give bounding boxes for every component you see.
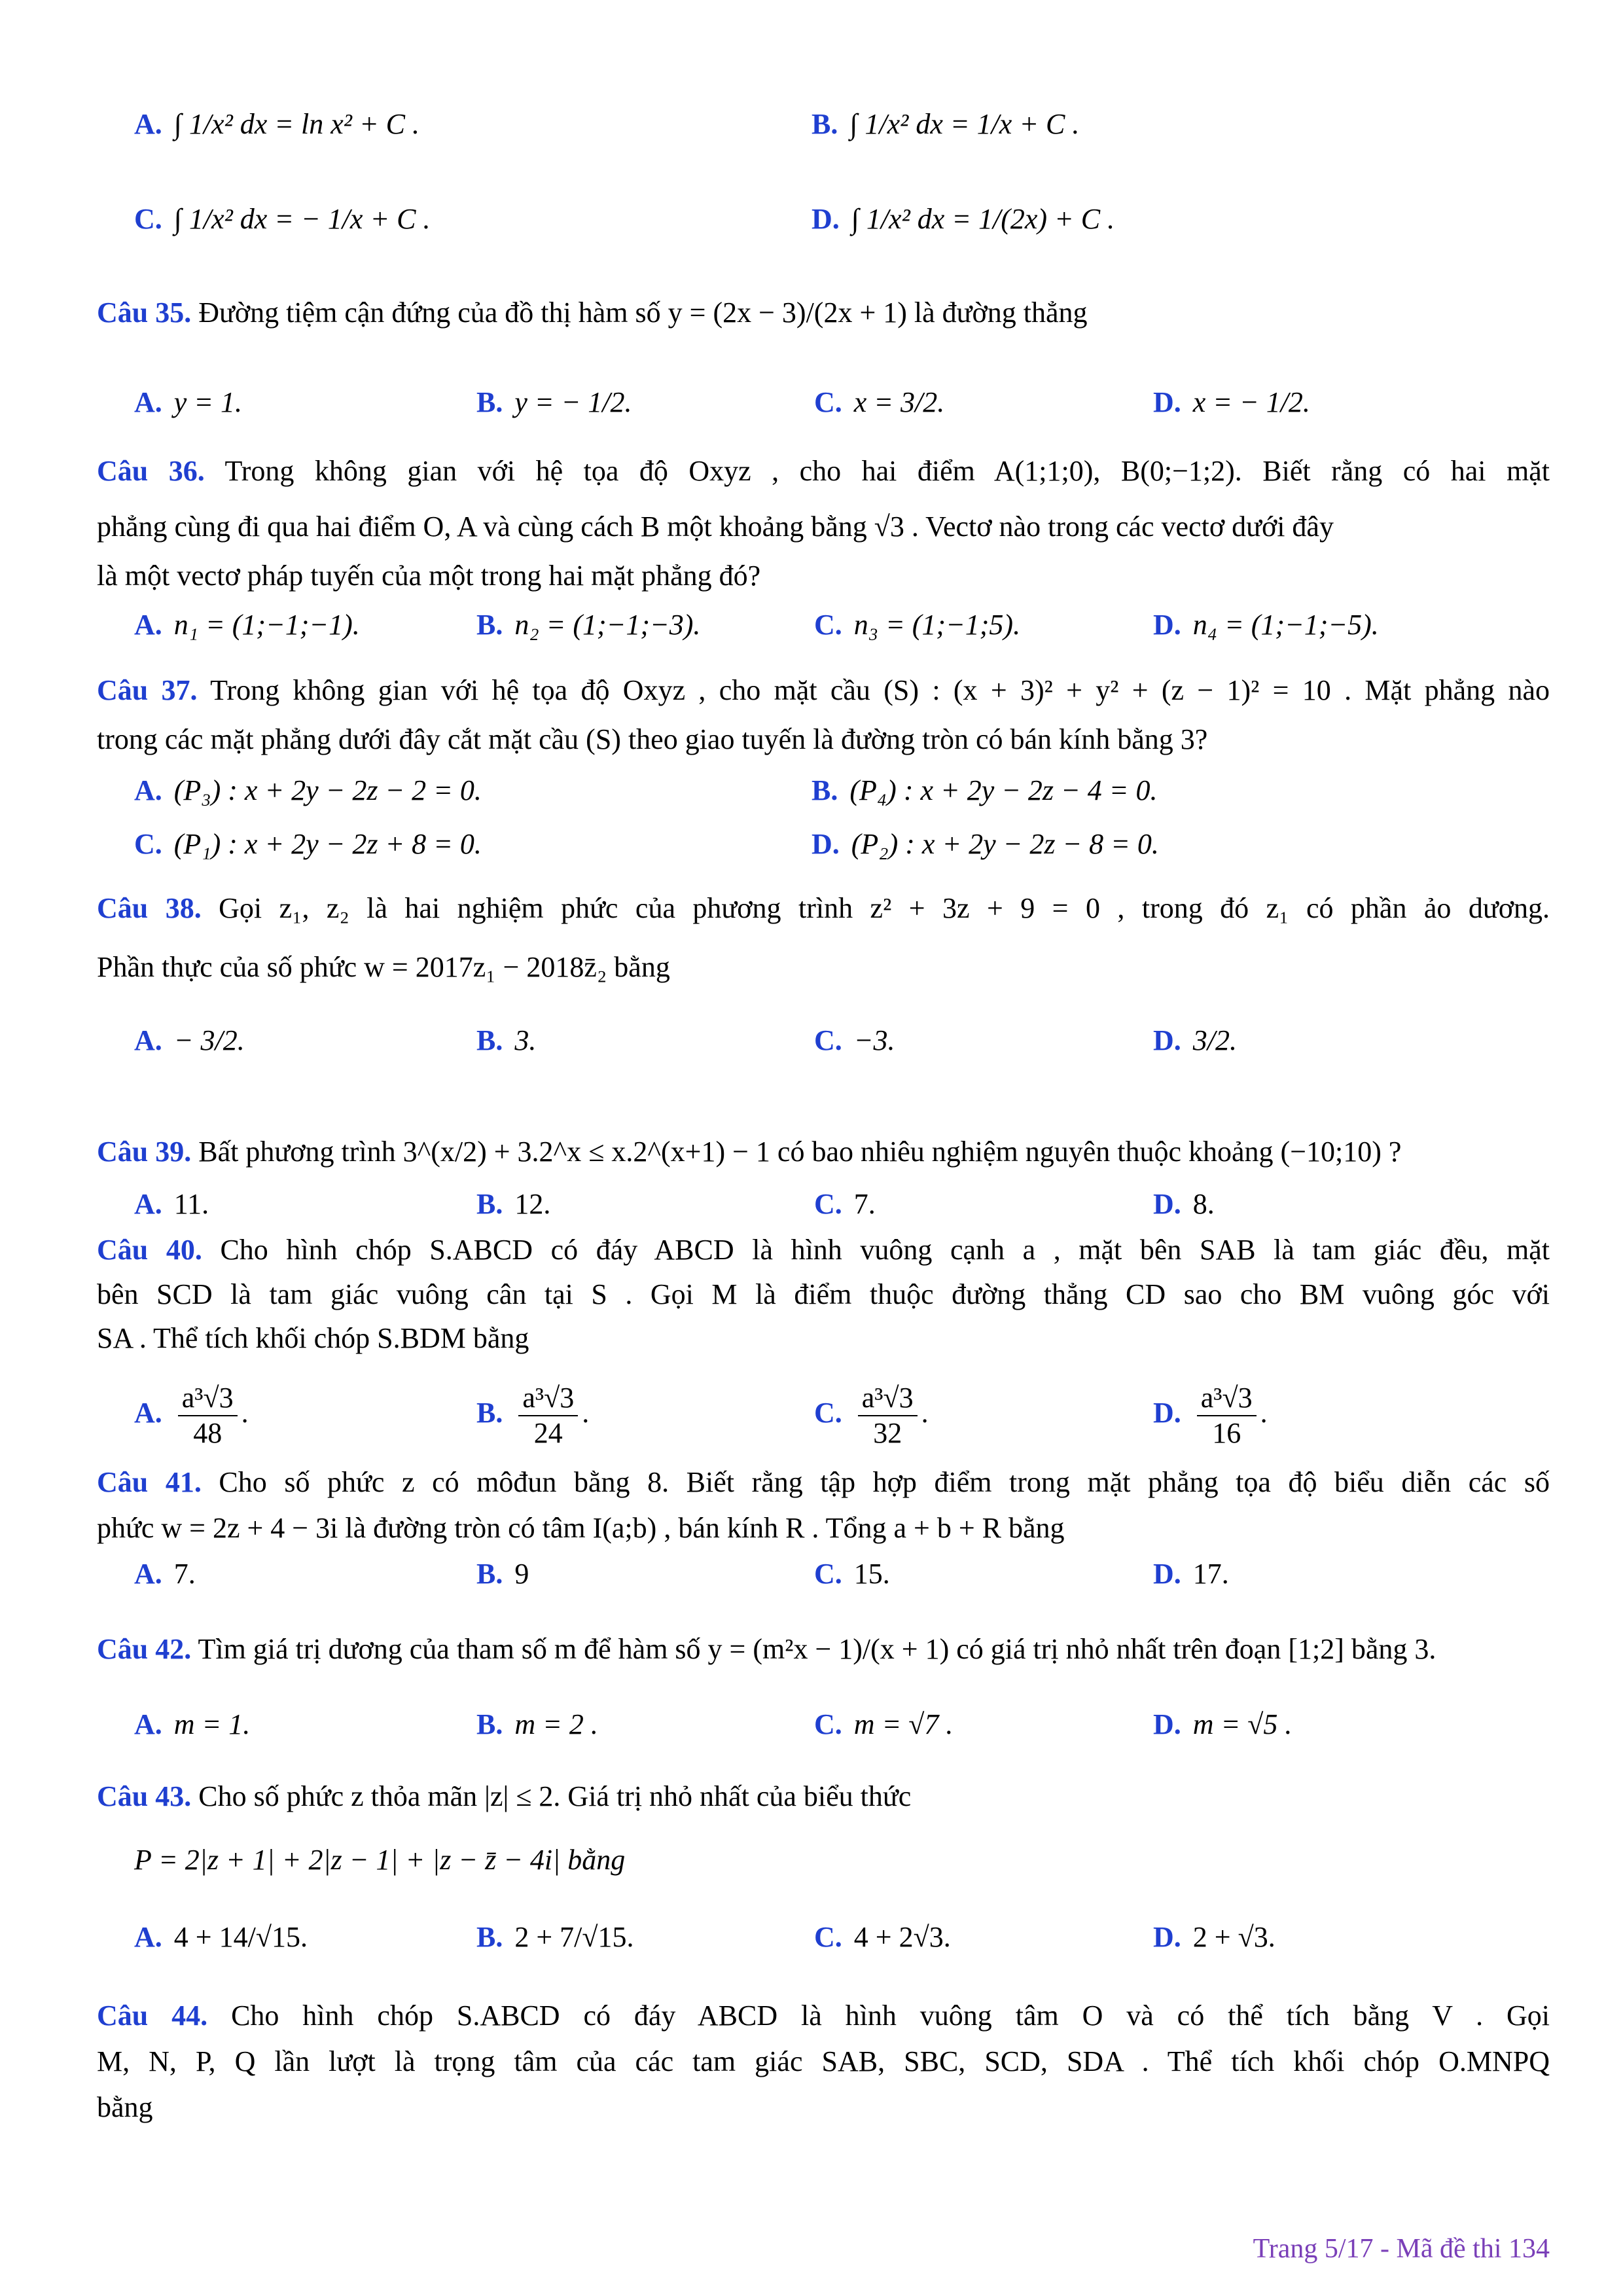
question-text: trong các mặt phẳng dưới đây cắt mặt cầu (S) theo giao tuyến là đường tròn có bán kính bằng 3? xyxy=(97,723,1208,755)
option-label: D. xyxy=(1153,1708,1181,1740)
q43-option-b[interactable] xyxy=(476,1918,634,1957)
option-text: ∫ 1/x² dx = 1/(2x) + C . xyxy=(851,203,1115,235)
q35-option-d[interactable] xyxy=(1153,383,1310,422)
option-text: 4 + 2√3. xyxy=(853,1921,951,1953)
q34-option-b[interactable] xyxy=(812,105,1079,144)
option-label: B. xyxy=(812,774,838,806)
option-text: ∫ 1/x² dx = ln x² + C . xyxy=(173,108,419,140)
option-text: 2 + √3. xyxy=(1192,1921,1275,1953)
option-label: C. xyxy=(814,1921,842,1953)
q43-option-d[interactable] xyxy=(1153,1918,1275,1957)
option-label: A. xyxy=(134,1708,162,1740)
question-text: SA . Thể tích khối chóp S.BDM bằng xyxy=(97,1322,529,1354)
q41-option-c[interactable] xyxy=(814,1554,890,1594)
option-label: C. xyxy=(814,1708,842,1740)
option-text: x = − 1/2. xyxy=(1192,386,1310,418)
option-text: ∫ 1/x² dx = 1/x + C . xyxy=(849,108,1080,140)
question-number: Câu 41. xyxy=(97,1466,202,1498)
numerator: a³√3 xyxy=(178,1381,238,1416)
q36-option-a[interactable] xyxy=(134,605,360,645)
option-text: y = − 1/2. xyxy=(514,386,632,418)
option-label: C. xyxy=(814,1188,842,1220)
option-text: m = 1. xyxy=(173,1708,251,1740)
option-label: D. xyxy=(1153,1921,1181,1953)
option-text: −3. xyxy=(853,1024,895,1056)
option-label: C. xyxy=(814,1558,842,1590)
q35-option-b[interactable] xyxy=(476,383,632,422)
option-label: D. xyxy=(812,203,840,235)
option-text: ∫ 1/x² dx = − 1/x + C . xyxy=(173,203,431,235)
question-number: Câu 42. xyxy=(97,1633,192,1665)
option-text: x = 3/2. xyxy=(853,386,945,418)
q39-option-c[interactable] xyxy=(814,1185,876,1224)
denominator: 24 xyxy=(533,1417,563,1449)
q42-option-c[interactable] xyxy=(814,1705,953,1744)
q40-option-a[interactable]: A. $\frac{\text{a³√3}}{48}$ . xyxy=(134,1382,249,1449)
option-text: (P₄) : x + 2y − 2z − 4 = 0. xyxy=(849,774,1158,806)
q40-option-c[interactable]: C. $\frac{\text{a³√3}}{32}$ . xyxy=(814,1382,929,1449)
q38-option-d[interactable] xyxy=(1153,1021,1237,1060)
option-text: 15. xyxy=(853,1558,890,1590)
q39-option-a[interactable] xyxy=(134,1185,209,1224)
numerator: a³√3 xyxy=(858,1381,918,1416)
q34-option-a[interactable] xyxy=(134,105,419,144)
q41-stem-line2 xyxy=(97,1509,1550,1548)
option-label: A. xyxy=(134,1024,162,1056)
numerator: a³√3 xyxy=(518,1381,578,1416)
option-label: A. xyxy=(134,609,162,641)
option-label: D. xyxy=(1153,1024,1181,1056)
question-number: Câu 35. xyxy=(97,296,192,329)
question-number: Câu 44. xyxy=(97,2000,208,2032)
question-text: P = 2|z + 1| + 2|z − 1| + |z − z̄ − 4i| bằng xyxy=(134,1844,626,1876)
option-text: 17. xyxy=(1192,1558,1229,1590)
question-text: phẳng cùng đi qua hai điểm O, A và cùng cách B một khoảng bằng √3 . Vectơ nào trong các vectơ dưới đây xyxy=(97,511,1334,543)
q42-option-a[interactable] xyxy=(134,1705,250,1744)
q37-option-c[interactable] xyxy=(134,825,482,864)
q39-option-b[interactable] xyxy=(476,1185,550,1224)
q35-stem xyxy=(97,293,1550,332)
option-text: (P₂) : x + 2y − 2z − 8 = 0. xyxy=(851,828,1159,860)
option-label: B. xyxy=(476,609,503,641)
option-label: D. xyxy=(1153,609,1181,641)
option-label: D. xyxy=(1153,386,1181,418)
q44-stem-line2 xyxy=(97,2042,1550,2081)
option-label: A. xyxy=(134,108,162,140)
option-text: n₄ = (1;−1;−5). xyxy=(1192,609,1379,641)
q37-stem-line2 xyxy=(97,720,1550,759)
question-text: Cho hình chóp S.ABCD có đáy ABCD là hình vuông tâm O và có thể tích bằng V . Gọi xyxy=(231,2000,1550,2032)
option-text: 12. xyxy=(514,1188,551,1220)
question-number: Câu 39. xyxy=(97,1136,192,1168)
fraction xyxy=(178,1381,238,1450)
question-number: Câu 36. xyxy=(97,455,205,487)
q37-option-d[interactable] xyxy=(812,825,1159,864)
denominator: 16 xyxy=(1212,1417,1241,1449)
q40-option-d[interactable]: D. $\frac{\text{a³√3}}{16}$ . xyxy=(1153,1382,1268,1449)
fraction xyxy=(1197,1381,1257,1450)
page-footer: Trang 5/17 - Mã đề thi 134 xyxy=(1253,2234,1550,2264)
option-label: A. xyxy=(134,1188,162,1220)
q40-stem-line3 xyxy=(97,1319,1550,1358)
q38-option-b[interactable] xyxy=(476,1021,536,1060)
question-text: Cho số phức z thỏa mãn |z| ≤ 2. Giá trị nhỏ nhất của biểu thức xyxy=(198,1780,912,1812)
option-label: B. xyxy=(476,1397,503,1429)
option-label: A. xyxy=(134,1558,162,1590)
option-text: n₂ = (1;−1;−3). xyxy=(514,609,701,641)
option-label: A. xyxy=(134,1921,162,1953)
q38-option-a[interactable] xyxy=(134,1021,245,1060)
q42-option-b[interactable] xyxy=(476,1705,598,1744)
q36-option-b[interactable] xyxy=(476,605,700,645)
option-label: B. xyxy=(476,1708,503,1740)
denominator: 32 xyxy=(873,1417,902,1449)
q38-stem-line1 xyxy=(97,889,1550,928)
option-text: − 3/2. xyxy=(173,1024,245,1056)
option-label: D. xyxy=(812,828,840,860)
option-label: C. xyxy=(814,1024,842,1056)
q38-option-c[interactable] xyxy=(814,1021,895,1060)
option-text: y = 1. xyxy=(173,386,243,418)
option-text: 4 + 14/√15. xyxy=(173,1921,308,1953)
fraction xyxy=(518,1381,578,1450)
denominator: 48 xyxy=(193,1417,223,1449)
option-label: D. xyxy=(1153,1188,1181,1220)
q35-option-c[interactable] xyxy=(814,383,944,422)
option-text: m = 2 . xyxy=(514,1708,598,1740)
q34-option-c[interactable] xyxy=(134,200,430,239)
q43-option-c[interactable] xyxy=(814,1918,951,1957)
option-text: 7. xyxy=(853,1188,876,1220)
option-label: C. xyxy=(814,609,842,641)
option-text: (P₁) : x + 2y − 2z + 8 = 0. xyxy=(173,828,482,860)
q36-stem-line3 xyxy=(97,556,1550,596)
option-label: C. xyxy=(814,1397,842,1429)
question-text: Trong không gian với hệ tọa độ Oxyz , cho mặt cầu (S) : (x + 3)² + y² + (z − 1)² = 10 . Mặt phẳng nào xyxy=(210,674,1550,706)
q37-option-a[interactable] xyxy=(134,771,482,810)
option-label: D. xyxy=(1153,1397,1181,1429)
question-text: Phần thực của số phức w = 2017z₁ − 2018z̄₂ bằng xyxy=(97,951,670,983)
q41-option-a[interactable] xyxy=(134,1554,196,1594)
q36-stem-line2 xyxy=(97,507,1550,547)
question-number: Câu 37. xyxy=(97,674,198,706)
option-text: 3. xyxy=(514,1024,537,1056)
q41-stem-line1 xyxy=(97,1463,1550,1502)
q43-stem-line2 xyxy=(134,1840,1587,1880)
option-text: m = √7 . xyxy=(853,1708,954,1740)
option-label: C. xyxy=(134,203,162,235)
option-label: B. xyxy=(476,386,503,418)
option-text: 8. xyxy=(1192,1188,1215,1220)
option-label: B. xyxy=(476,1024,503,1056)
q44-stem-line1 xyxy=(97,1996,1550,2036)
question-text: phức w = 2z + 4 − 3i là đường tròn có tâm I(a;b) , bán kính R . Tổng a + b + R bằng xyxy=(97,1512,1065,1544)
q37-option-b[interactable] xyxy=(812,771,1157,810)
question-text: Cho hình chóp S.ABCD có đáy ABCD là hình vuông cạnh a , mặt bên SAB là tam giác đều, mặt xyxy=(220,1234,1550,1266)
q43-stem-line1 xyxy=(97,1777,1550,1816)
q36-option-c[interactable] xyxy=(814,605,1020,645)
question-number: Câu 40. xyxy=(97,1234,202,1266)
option-text: 3/2. xyxy=(1192,1024,1238,1056)
question-text: Bất phương trình 3^(x/2) + 3.2^x ≤ x.2^(x+1) − 1 có bao nhiêu nghiệm nguyên thuộc khoảng (−10;10) ? xyxy=(198,1136,1402,1168)
option-text: 11. xyxy=(173,1188,209,1220)
q34-option-d[interactable] xyxy=(812,200,1115,239)
option-label: D. xyxy=(1153,1558,1181,1590)
q37-stem-line1 xyxy=(97,671,1550,710)
option-text: (P₃) : x + 2y − 2z − 2 = 0. xyxy=(173,774,482,806)
question-text: Gọi z₁, z₂ là hai nghiệm phức của phương trình z² + 3z + 9 = 0 , trong đó z₁ có phần ảo dương. xyxy=(219,892,1550,924)
q40-stem-line1 xyxy=(97,1230,1550,1270)
question-text: Cho số phức z có môđun bằng 8. Biết rằng tập hợp điểm trong mặt phẳng tọa độ biểu diễn các số xyxy=(219,1466,1550,1498)
question-number: Câu 43. xyxy=(97,1780,192,1812)
numerator: a³√3 xyxy=(1197,1381,1257,1416)
option-text: n₁ = (1;−1;−1). xyxy=(173,609,360,641)
question-text: Tìm giá trị dương của tham số m để hàm số y = (m²x − 1)/(x + 1) có giá trị nhỏ nhất trên đoạn [1;2] bằng 3. xyxy=(198,1633,1436,1665)
option-label: A. xyxy=(134,774,162,806)
question-text: Trong không gian với hệ tọa độ Oxyz , cho hai điểm A(1;1;0), B(0;−1;2). Biết rằng có hai mặt xyxy=(224,455,1550,487)
option-text: m = √5 . xyxy=(1192,1708,1293,1740)
option-text: 2 + 7/√15. xyxy=(514,1921,634,1953)
question-text: bên SCD là tam giác vuông cân tại S . Gọi M là điểm thuộc đường thẳng CD sao cho BM vuông góc với xyxy=(97,1278,1550,1310)
option-label: B. xyxy=(476,1921,503,1953)
question-number: Câu 38. xyxy=(97,892,202,924)
option-label: B. xyxy=(476,1558,503,1590)
q44-stem-line3 xyxy=(97,2088,1550,2127)
option-label: B. xyxy=(476,1188,503,1220)
q40-option-b[interactable]: B. $\frac{\text{a³√3}}{24}$ . xyxy=(476,1382,590,1449)
option-label: A. xyxy=(134,1397,162,1429)
q39-stem xyxy=(97,1132,1550,1172)
q36-stem-line1 xyxy=(97,452,1550,491)
question-text: Đường tiệm cận đứng của đồ thị hàm số y = (2x − 3)/(2x + 1) là đường thẳng xyxy=(198,296,1088,329)
q42-option-d[interactable] xyxy=(1153,1705,1292,1744)
q42-stem xyxy=(97,1630,1550,1669)
question-text: M, N, P, Q lần lượt là trọng tâm của các tam giác SAB, SBC, SCD, SDA . Thể tích khối chóp O.MNPQ xyxy=(97,2045,1550,2077)
q41-option-d[interactable] xyxy=(1153,1554,1229,1594)
q40-stem-line2 xyxy=(97,1275,1550,1314)
option-label: A. xyxy=(134,386,162,418)
q35-option-a[interactable] xyxy=(134,383,242,422)
option-label: C. xyxy=(134,828,162,860)
question-text: là một vectơ pháp tuyến của một trong hai mặt phẳng đó? xyxy=(97,560,761,592)
q41-option-b[interactable] xyxy=(476,1554,529,1594)
option-text: 9 xyxy=(514,1558,529,1590)
option-label: C. xyxy=(814,386,842,418)
question-text: bằng xyxy=(97,2091,153,2123)
option-label: B. xyxy=(812,108,838,140)
q43-option-a[interactable] xyxy=(134,1918,308,1957)
q38-stem-line2 xyxy=(97,948,1550,987)
q39-option-d[interactable] xyxy=(1153,1185,1215,1224)
option-text: n₃ = (1;−1;5). xyxy=(853,609,1021,641)
option-text: 7. xyxy=(173,1558,196,1590)
fraction xyxy=(858,1381,918,1450)
q36-option-d[interactable] xyxy=(1153,605,1379,645)
